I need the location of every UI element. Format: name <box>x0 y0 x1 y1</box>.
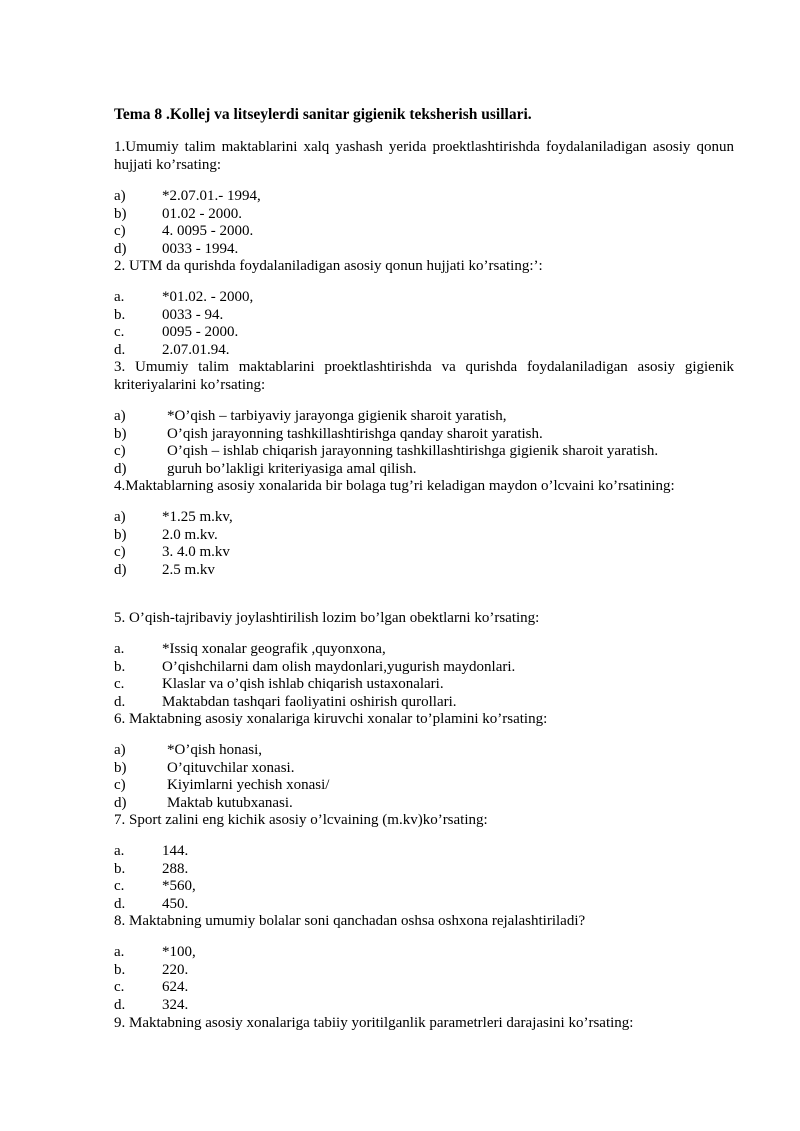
question-2-option-b <box>114 307 223 325</box>
option-label: a. <box>114 843 125 859</box>
question-7-option-c <box>114 878 196 896</box>
option-label: a) <box>114 742 126 758</box>
option-label: d. <box>114 996 126 1013</box>
option-text: 0033 - 1994. <box>162 240 239 257</box>
option-label: b) <box>114 205 127 222</box>
question-5-option-b <box>114 659 515 677</box>
option-label: c. <box>114 979 125 996</box>
option-label: d) <box>114 794 127 811</box>
question-2-text: 2. UTM da qurishda foydalaniladigan asosiy qonun hujjati ko’rsating:’: <box>114 258 543 274</box>
question-4-option-d <box>114 562 215 580</box>
question-1-option-a <box>114 188 261 206</box>
question-8-option-c <box>114 979 188 997</box>
option-text: 450. <box>162 895 189 912</box>
question-8-option-a <box>114 944 196 962</box>
option-text: *Issiq xonalar geografik ,quyonxona, <box>162 641 386 657</box>
question-5-option-c <box>114 676 444 694</box>
option-text: 0033 - 94. <box>162 306 224 323</box>
question-8-text: 8. Maktabning umumiy bolalar soni qanchadan oshsa oshxona rejalashtiriladi? <box>114 913 586 929</box>
option-label: c) <box>114 544 126 561</box>
option-text: Kiyimlarni yechish xonasi/ <box>167 777 330 794</box>
question-5-option-a <box>114 641 386 659</box>
option-text: 2.07.01.94. <box>162 341 230 358</box>
option-text: *O’qish – tarbiyaviy jarayonga gigienik sharoit yaratish, <box>167 408 507 424</box>
option-label: b) <box>114 425 127 442</box>
question-6-option-b <box>114 760 294 778</box>
question-7-option-b <box>114 861 188 879</box>
option-label: a. <box>114 289 125 305</box>
question-4-option-c <box>114 544 230 562</box>
question-3-option-d <box>114 461 417 479</box>
option-label: c. <box>114 878 125 895</box>
option-text: O’qishchilarni dam olish maydonlari,yugurish maydonlari. <box>162 658 516 675</box>
question-2-option-d <box>114 342 230 360</box>
option-text: 288. <box>162 860 189 877</box>
option-text: *01.02. - 2000, <box>162 289 254 305</box>
option-text: *100, <box>162 944 196 960</box>
option-text: guruh bo’lakligi kriteriyasiga amal qilish. <box>167 460 417 477</box>
question-4-option-a <box>114 509 233 527</box>
option-text: *1.25 m.kv, <box>162 509 233 525</box>
question-5-option-d <box>114 694 457 712</box>
option-text: *2.07.01.- 1994, <box>162 188 261 204</box>
option-text: O’qituvchilar xonasi. <box>167 759 295 776</box>
option-text: 220. <box>162 961 189 978</box>
option-label: b. <box>114 658 126 675</box>
option-text: Klaslar va o’qish ishlab chiqarish ustaxonalari. <box>162 676 444 693</box>
option-label: c) <box>114 223 126 240</box>
question-6-text: 6. Maktabning asosiy xonalariga kiruvchi xonalar to’plamini ko’rsating: <box>114 711 548 727</box>
option-text: O’qish jarayonning tashkillashtirishga qanday sharoit yaratish. <box>167 425 543 442</box>
option-label: c) <box>114 777 126 794</box>
option-text: 4. 0095 - 2000. <box>162 223 254 240</box>
question-7-option-d <box>114 896 188 914</box>
question-8-option-d <box>114 997 188 1015</box>
option-label: a) <box>114 509 126 525</box>
option-label: b) <box>114 759 127 776</box>
question-1-option-d <box>114 241 238 259</box>
option-label: c. <box>114 324 125 341</box>
option-label: a) <box>114 408 126 424</box>
question-2-option-a <box>114 289 253 307</box>
option-text: 324. <box>162 996 189 1013</box>
question-7-option-a <box>114 843 188 861</box>
question-4-text: 4.Maktablarning asosiy xonalarida bir bolaga tug’ri keladigan maydon o’lcvaini ko’rsatining: <box>114 478 675 494</box>
question-9-text: 9. Maktabning asosiy xonalariga tabiiy yoritilganlik parametrleri darajasini ko’rsating: <box>114 1015 634 1031</box>
question-6-option-a <box>114 742 262 760</box>
question-4-option-b <box>114 527 218 545</box>
option-label: b. <box>114 860 126 877</box>
option-text: O’qish – ishlab chiqarish jarayonning tashkillashtirishga gigienik sharoit yaratish. <box>167 443 659 460</box>
option-text: 0095 - 2000. <box>162 324 239 341</box>
option-label: c. <box>114 676 125 693</box>
option-label: b) <box>114 526 127 543</box>
question-3-option-b <box>114 426 543 444</box>
option-label: d. <box>114 693 126 710</box>
question-2-option-c <box>114 324 238 342</box>
option-text: 624. <box>162 979 189 996</box>
option-label: b. <box>114 306 126 323</box>
option-text: 144. <box>162 843 189 859</box>
option-text: *560, <box>162 878 196 895</box>
option-label: a. <box>114 944 125 960</box>
question-7-text: 7. Sport zalini eng kichik asosiy o’lcvaining (m.kv)ko’rsating: <box>114 812 488 828</box>
option-label: d) <box>114 240 127 257</box>
option-label: b. <box>114 961 126 978</box>
question-6-option-c <box>114 777 329 795</box>
question-1-option-c <box>114 223 253 241</box>
question-3-option-c <box>114 443 658 461</box>
option-label: d. <box>114 895 126 912</box>
option-label: c) <box>114 443 126 460</box>
option-label: d) <box>114 460 127 477</box>
question-6-option-d <box>114 795 293 813</box>
question-3-option-a <box>114 408 507 426</box>
question-3-text: 3. Umumiy talim maktablarini proektlashtirishda va qurishda foydalaniladigan asosiy gigienik kriteriyalarini ko’rsating: <box>114 359 734 393</box>
option-text: Maktab kutubxanasi. <box>167 794 293 811</box>
option-label: a) <box>114 188 126 204</box>
question-1-text: 1.Umumiy talim maktablarini xalq yashash yerida proektlashtirishda foydalaniladigan asosiy qonun hujjati ko’rsating: <box>114 139 734 173</box>
option-text: Maktabdan tashqari faoliyatini oshirish qurollari. <box>162 693 457 710</box>
question-1-option-b <box>114 206 242 224</box>
document-title: Tema 8 .Kollej va litseylerdi sanitar gigienik teksherish usillari. <box>114 106 532 123</box>
question-5-text: 5. O’qish-tajribaviy joylashtirilish lozim bo’lgan obektlarni ko’rsating: <box>114 610 540 626</box>
question-8-option-b <box>114 962 188 980</box>
option-label: a. <box>114 641 125 657</box>
option-label: d. <box>114 341 126 358</box>
option-text: 2.5 m.kv <box>162 561 215 578</box>
option-text: 01.02 - 2000. <box>162 205 242 222</box>
option-text: 3. 4.0 m.kv <box>162 544 230 561</box>
option-text: *O’qish honasi, <box>167 742 262 758</box>
option-label: d) <box>114 561 127 578</box>
option-text: 2.0 m.kv. <box>162 526 218 543</box>
